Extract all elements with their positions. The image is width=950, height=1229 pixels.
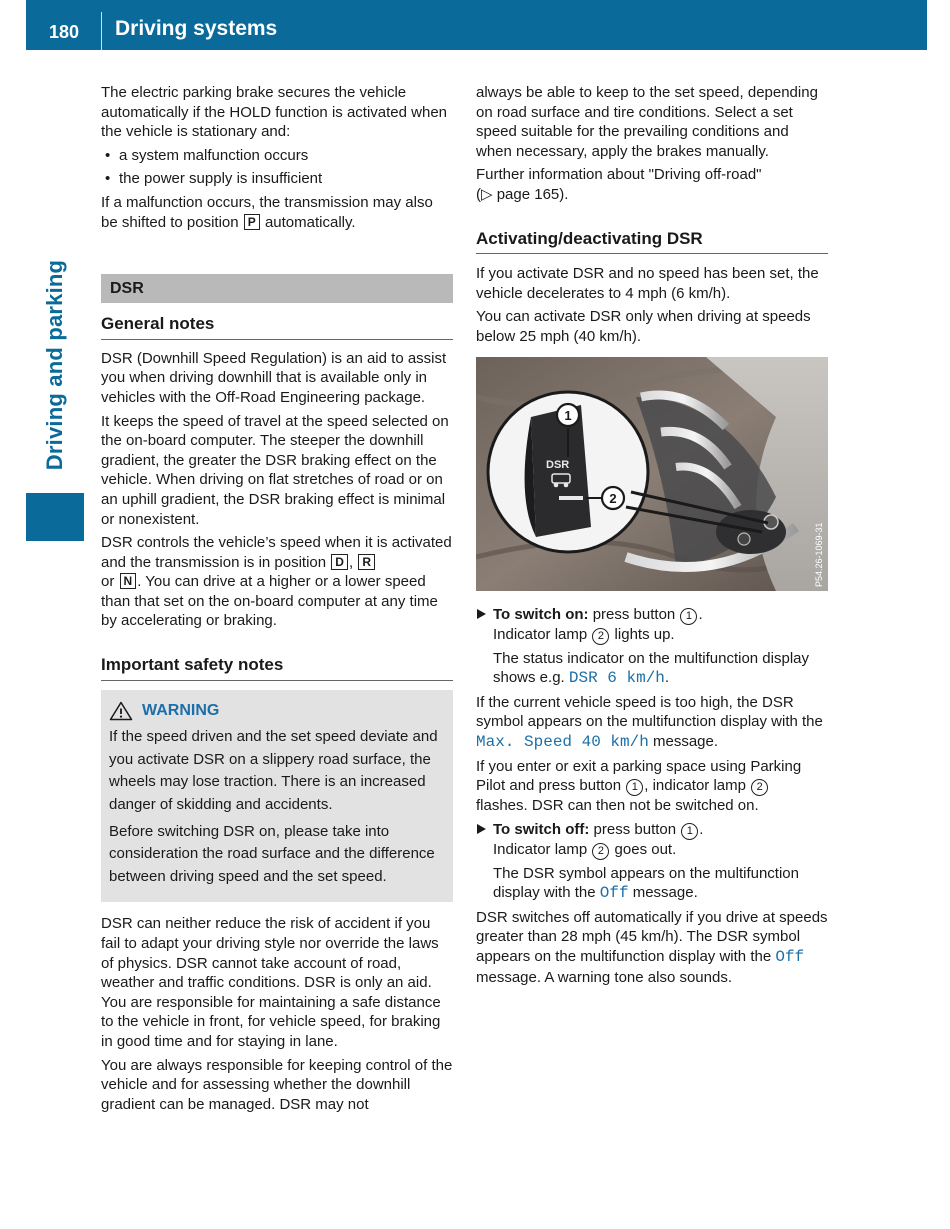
separator-text: ,	[348, 553, 358, 571]
gear-key-n: N	[120, 573, 137, 589]
off-text-end: message.	[628, 884, 698, 902]
center-console-illustration	[476, 357, 828, 591]
switch-on-label: To switch on:	[493, 605, 589, 623]
general-p3-text: DSR controls the vehicle’s speed when it is activated and the transmission is in position	[101, 534, 452, 571]
off-text: The DSR symbol appears on the multifunction display with the	[493, 864, 799, 902]
display-message-max-speed: Max. Speed 40 km/h	[476, 732, 649, 751]
callout-1-marker: 1	[681, 823, 698, 840]
chapter-title: Driving systems	[115, 17, 278, 40]
list-item: • the power supply is insufficient	[101, 169, 453, 189]
warning-triangle-icon	[109, 701, 133, 721]
offroad-reference	[476, 165, 828, 204]
intro-paragraph: The electric parking brake secures the vehicle automatically if the HOLD function is activated when the vehicle is stationary and:	[101, 84, 448, 141]
dsr-label: DSR	[546, 458, 570, 471]
callout-2-label: 2	[609, 490, 617, 506]
parking-pilot-paragraph	[476, 757, 828, 816]
page-reference-link[interactable]: (▷ page 165).	[476, 185, 569, 203]
switch-off-text: press button	[589, 820, 681, 838]
warning-header	[109, 700, 445, 723]
safety-notes-heading: Important safety notes	[101, 655, 453, 681]
continued-paragraph: always be able to keep to the set speed, depending on road surface and tire conditions. Select a set speed suitable for the prevailing conditions and when necessary, apply the brakes manually.	[476, 84, 818, 160]
callout-1-marker: 1	[626, 779, 643, 796]
punctuation: .	[699, 820, 704, 838]
callout-1-marker: 1	[680, 608, 697, 625]
step-arrow-icon	[477, 824, 486, 834]
activating-paragraph-2: You can activate DSR only when driving at speeds below 25 mph (40 km/h).	[476, 308, 811, 345]
display-message-off: Off	[599, 884, 629, 903]
safety-paragraph-2: You are always responsible for keeping control of the vehicle and for assessing whether the downhill gradient can be managed. DSR may not	[101, 1056, 453, 1113]
activating-paragraph-1: If you activate DSR and no speed has been set, the vehicle decelerates to 4 mph (6 km/h).	[476, 265, 819, 302]
general-p3-text-end: . You can drive at a higher or a lower speed than that set on the on-board computer at any time by accelerating or braking.	[101, 573, 438, 630]
gear-key-r: R	[358, 554, 375, 570]
lamp-lights-text-end: lights up.	[610, 625, 675, 643]
auto-off-paragraph	[476, 908, 828, 987]
malfunction-text-end: automatically.	[260, 213, 356, 231]
offroad-text: Further information about "Driving off-road"	[476, 166, 762, 184]
callout-2-marker: 2	[592, 843, 609, 860]
too-high-text: If the current vehicle speed is too high, the DSR symbol appears on the multifunction display with the	[476, 693, 823, 731]
status-text-end: .	[664, 669, 670, 687]
page-number: 180	[48, 22, 80, 42]
auto-off-text-end: message. A warning tone also sounds.	[476, 968, 732, 986]
malfunction-text: If a malfunction occurs, the transmission may also be shifted to position	[101, 193, 433, 231]
parking-text-end: flashes. DSR can then not be switched on.	[476, 797, 759, 815]
parking-text-mid: , indicator lamp	[644, 777, 751, 795]
lamp-lights-text: Indicator lamp	[493, 625, 592, 643]
status-indicator-paragraph	[476, 649, 828, 689]
off-message-paragraph	[476, 864, 828, 904]
condition-list	[101, 146, 453, 189]
gear-key-p: P	[244, 214, 260, 230]
left-column	[101, 83, 453, 1118]
separator-text: or	[101, 573, 119, 591]
warning-title: WARNING	[142, 701, 220, 719]
image-code: P54.26-1069-31	[814, 521, 824, 587]
dsr-button-photo	[476, 357, 828, 591]
callout-2-marker: 2	[592, 628, 609, 645]
right-column	[476, 83, 828, 991]
lamp-out-text-end: goes out.	[610, 840, 677, 858]
parking-text: If you enter or exit a parking space using Parking Pilot and press button	[476, 757, 802, 795]
general-notes-heading: General notes	[101, 314, 453, 340]
general-paragraph-1: DSR (Downhill Speed Regulation) is an aid to assist you when driving downhill that is available only in vehicles with the Off-Road Engineering package.	[101, 349, 447, 406]
list-item: • a system malfunction occurs	[101, 146, 453, 166]
status-text: The status indicator on the multifunction display shows e.g.	[493, 649, 810, 687]
too-high-text-end: message.	[648, 732, 719, 750]
header-divider	[101, 12, 102, 50]
section-bar: DSR	[101, 274, 453, 303]
malfunction-paragraph	[101, 193, 453, 232]
punctuation: .	[698, 605, 703, 623]
callout-1-label: 1	[564, 407, 572, 423]
side-label: Driving and parking	[42, 259, 67, 471]
switch-on-step	[476, 605, 828, 645]
switch-off-label: To switch off:	[493, 820, 590, 838]
warning-paragraph-1: If the speed driven and the set speed deviate and you activate DSR on a slippery road surface, the wheels may lose traction. There is an increased danger of skidding and accidents.	[109, 728, 438, 814]
display-message-dsr-6: DSR 6 km/h	[568, 669, 665, 688]
callout-2-marker: 2	[751, 779, 768, 796]
speed-too-high-paragraph	[476, 693, 828, 753]
warning-box	[101, 690, 453, 903]
general-paragraph-2: It keeps the speed of travel at the speed selected on the on-board computer. The steeper the downhill gradient, the greater the DSR braking effect on the vehicle. When driving on flat stretches of road or on an uphill gradient, the DSR braking effect is minimal or nonexistent.	[101, 412, 449, 528]
safety-paragraph-1: DSR can neither reduce the risk of accident if you fail to adapt your driving style nor override the laws of physics. DSR cannot take account of road, weather and traffic conditions. DSR is only an aid. You are responsible for maintaining a safe distance to the vehicle in front, for vehicle speed, for braking in good time and for staying in lane.	[101, 915, 441, 1050]
activating-heading: Activating/deactivating DSR	[476, 229, 828, 255]
switch-off-step	[476, 820, 828, 860]
warning-paragraph-2: Before switching DSR on, please take into consideration the road surface and the difference between driving speed and the set speed.	[109, 822, 435, 885]
switch-on-text: press button	[588, 605, 680, 623]
lamp-out-text: Indicator lamp	[493, 840, 592, 858]
gear-key-d: D	[331, 554, 348, 570]
side-thumb-tab	[26, 493, 84, 541]
general-paragraph-3	[101, 533, 453, 631]
side-label-container	[26, 240, 84, 490]
display-message-off: Off	[775, 948, 805, 967]
step-arrow-icon	[477, 609, 486, 619]
auto-off-text: DSR switches off automatically if you drive at speeds greater than 28 mph (45 km/h). The DSR symbol appears on the multifunction display with the	[476, 908, 828, 966]
